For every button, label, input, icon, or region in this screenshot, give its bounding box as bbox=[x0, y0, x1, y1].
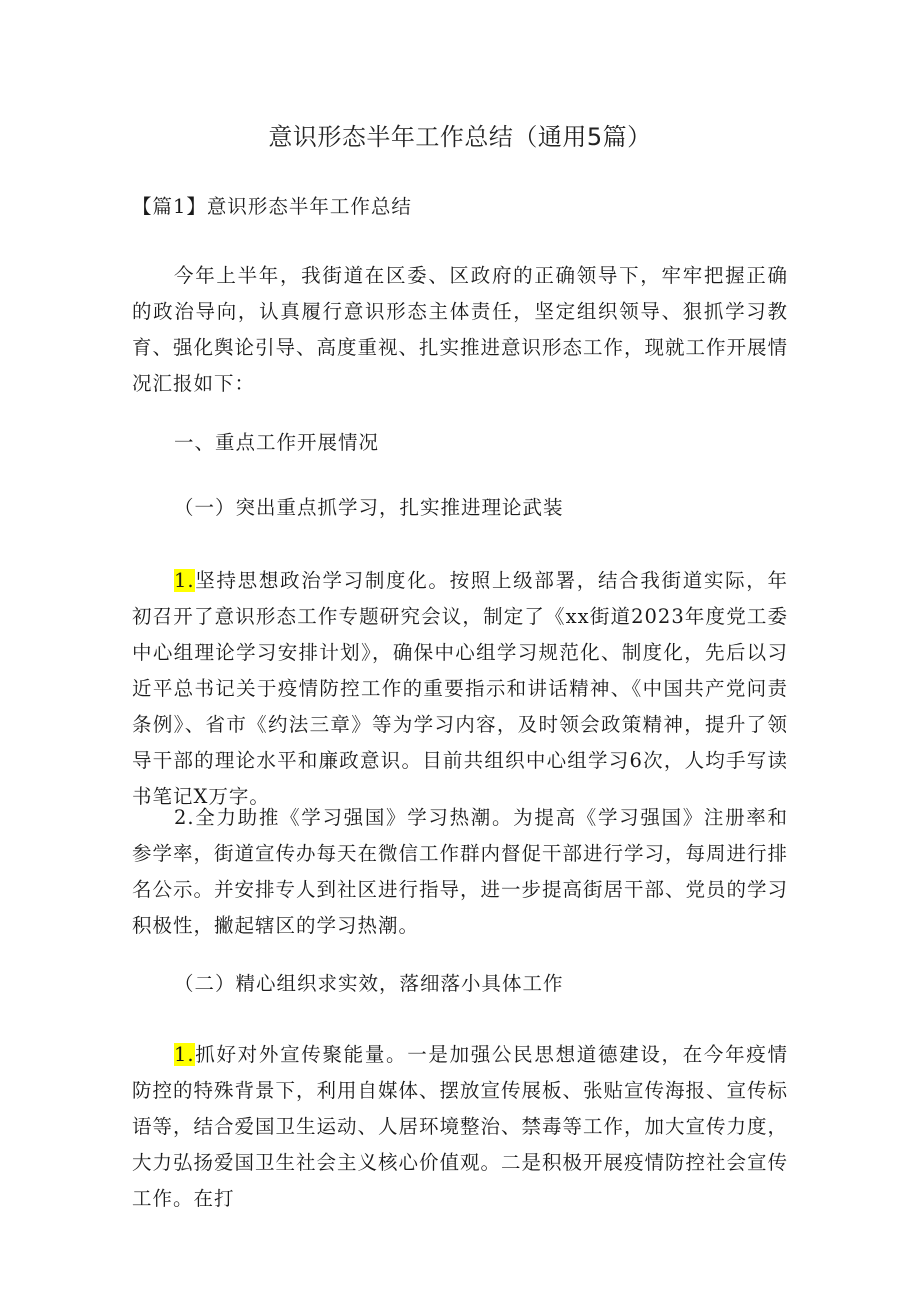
item-2-1-text: 抓好对外宣传聚能量。一是加强公民思想道德建设，在今年疫情防控的特殊背景下，利用自媒体、摆放宣传展板、张贴宣传海报、宣传标语等，结合爱国卫生运动、人居环境整治、禁毒等工作，加大宣传力度，大力弘扬爱国卫生社会主义核心价值观。二是积极开展疫情防控社会宣传工作。在打 bbox=[132, 1043, 789, 1210]
paragraph-item-1-2: 2.全力助推《学习强国》学习热潮。为提高《学习强国》注册率和参学率，街道宣传办每天在微信工作群内督促干部进行学习，每周进行排名公示。并安排专人到社区进行指导，进一步提高街居干部、党员的学习积极性，撇起辖区的学习热潮。 bbox=[132, 806, 789, 937]
document-title: 意识形态半年工作总结（通用5篇） bbox=[268, 123, 652, 151]
subheading-study: （一）突出重点抓学习，扎实推进理论武装 bbox=[174, 496, 564, 519]
intro-paragraph: 今年上半年，我街道在区委、区政府的正确领导下，牢牢把握正确的政治导向，认真履行意识形态主体责任，坚定组织领导、狠抓学习教育、强化舆论引导、高度重视、扎实推进意识形态工作，现就工作开展情况汇报如下： bbox=[132, 264, 789, 395]
heading-key-work: 一、重点工作开展情况 bbox=[174, 431, 380, 454]
highlighted-item-number: 1. bbox=[174, 1043, 195, 1066]
highlighted-item-number: 1. bbox=[174, 569, 195, 592]
paragraph-item-1-1 bbox=[132, 563, 788, 815]
paragraph-item-2-1 bbox=[132, 1037, 788, 1217]
item-1-1-text: 坚持思想政治学习制度化。按照上级部署，结合我街道实际，年初召开了意识形态工作专题研究会议，制定了《xx街道2023年度党工委中心组理论学习安排计划》，确保中心组学习规范化、制度化，先后以习近平总书记关于疫情防控工作的重要指示和讲话精神、《中国共产党问责条例》、省市《约法三章》等为学习内容，及时领会政策精神，提升了领导干部的理论水平和廉政意识。目前共组织中心组学习6次，人均手写读书笔记X万字。 bbox=[132, 569, 788, 808]
section-heading: 【篇1】意识形态半年工作总结 bbox=[132, 195, 412, 218]
subheading-organize: （二）精心组织求实效，落细落小具体工作 bbox=[174, 972, 564, 995]
